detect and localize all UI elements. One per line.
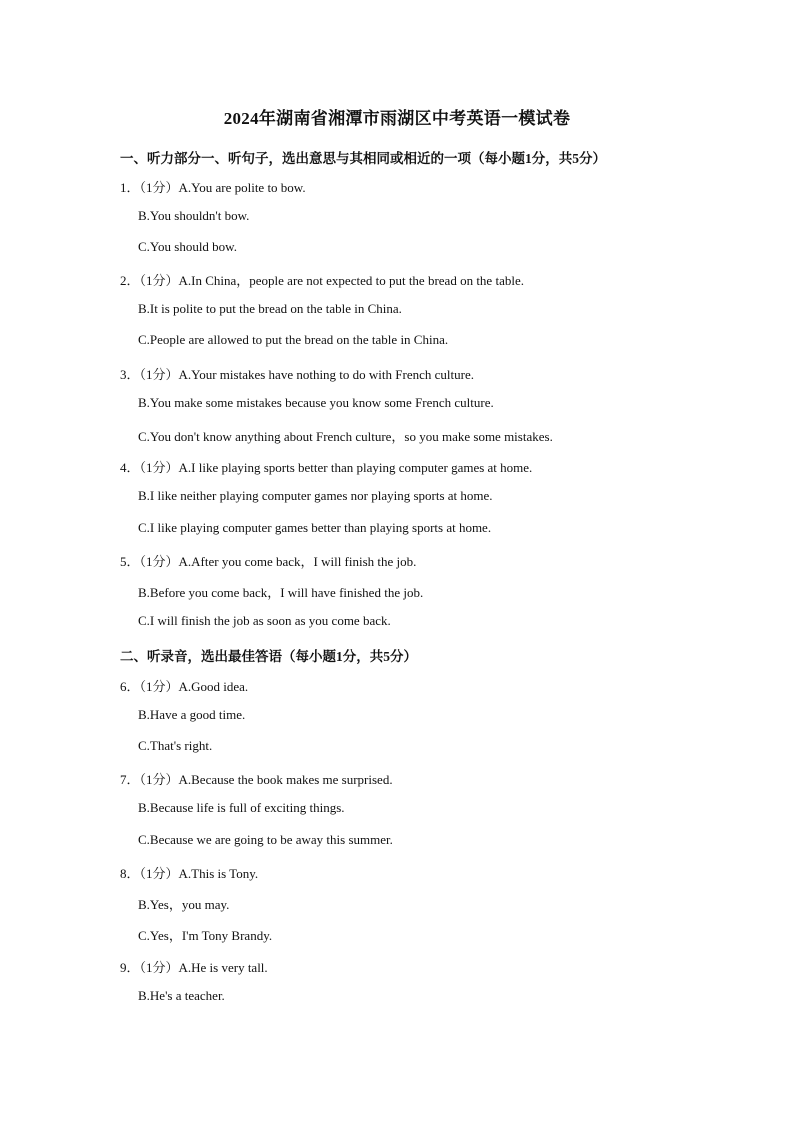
question-8: 8．（1分）A.This is Tony.	[120, 866, 259, 881]
question-5: 5．（1分）A.After you come back，I will finish the job.	[120, 554, 417, 569]
question-8-option-c: C.Yes，I'm Tony Brandy.	[138, 928, 273, 943]
page-title: 2024年湖南省湘潭市雨湖区中考英语一模试卷	[223, 109, 571, 128]
question-7: 7．（1分）A.Because the book makes me surprised.	[120, 772, 393, 787]
question-5-option-b: B.Before you come back，I will have finished the job.	[138, 585, 424, 600]
question-6-option-c: C.That's right.	[138, 738, 213, 753]
question-3-option-b: B.You make some mistakes because you know some French culture.	[138, 395, 494, 410]
question-8-option-b: B.Yes，you may.	[138, 897, 230, 912]
question-1-option-c: C.You should bow.	[138, 239, 237, 254]
question-2: 2．（1分）A.In China，people are not expected to put the bread on the table.	[120, 273, 524, 288]
question-7-option-c: C.Because we are going to be away this summer.	[138, 832, 393, 847]
question-4-option-b: B.I like neither playing computer games nor playing sports at home.	[138, 488, 493, 503]
question-6: 6．（1分）A.Good idea.	[120, 679, 249, 694]
question-2-option-c: C.People are allowed to put the bread on the table in China.	[138, 332, 449, 347]
question-7-option-b: B.Because life is full of exciting things.	[138, 800, 345, 815]
question-4-option-c: C.I like playing computer games better than playing sports at home.	[138, 520, 492, 535]
question-3: 3．（1分）A.Your mistakes have nothing to do with French culture.	[120, 367, 474, 382]
question-4: 4．（1分）A.I like playing sports better than playing computer games at home.	[120, 460, 533, 475]
question-9-option-b: B.He's a teacher.	[138, 988, 225, 1003]
question-1: 1．（1分）A.You are polite to bow.	[120, 180, 306, 195]
question-6-option-b: B.Have a good time.	[138, 707, 246, 722]
question-5-option-c: C.I will finish the job as soon as you come back.	[138, 613, 391, 628]
question-1-option-b: B.You shouldn't bow.	[138, 208, 250, 223]
section-heading-listening-responses: 二、听录音，选出最佳答语（每小题1分，共5分）	[120, 649, 417, 664]
section-heading-listening-sentences: 一、听力部分一、听句子，选出意思与其相同或相近的一项（每小题1分，共5分）	[120, 151, 606, 166]
question-9: 9．（1分）A.He is very tall.	[120, 960, 268, 975]
question-3-option-c: C.You don't know anything about French culture，so you make some mistakes.	[138, 429, 553, 444]
question-2-option-b: B.It is polite to put the bread on the table in China.	[138, 301, 402, 316]
